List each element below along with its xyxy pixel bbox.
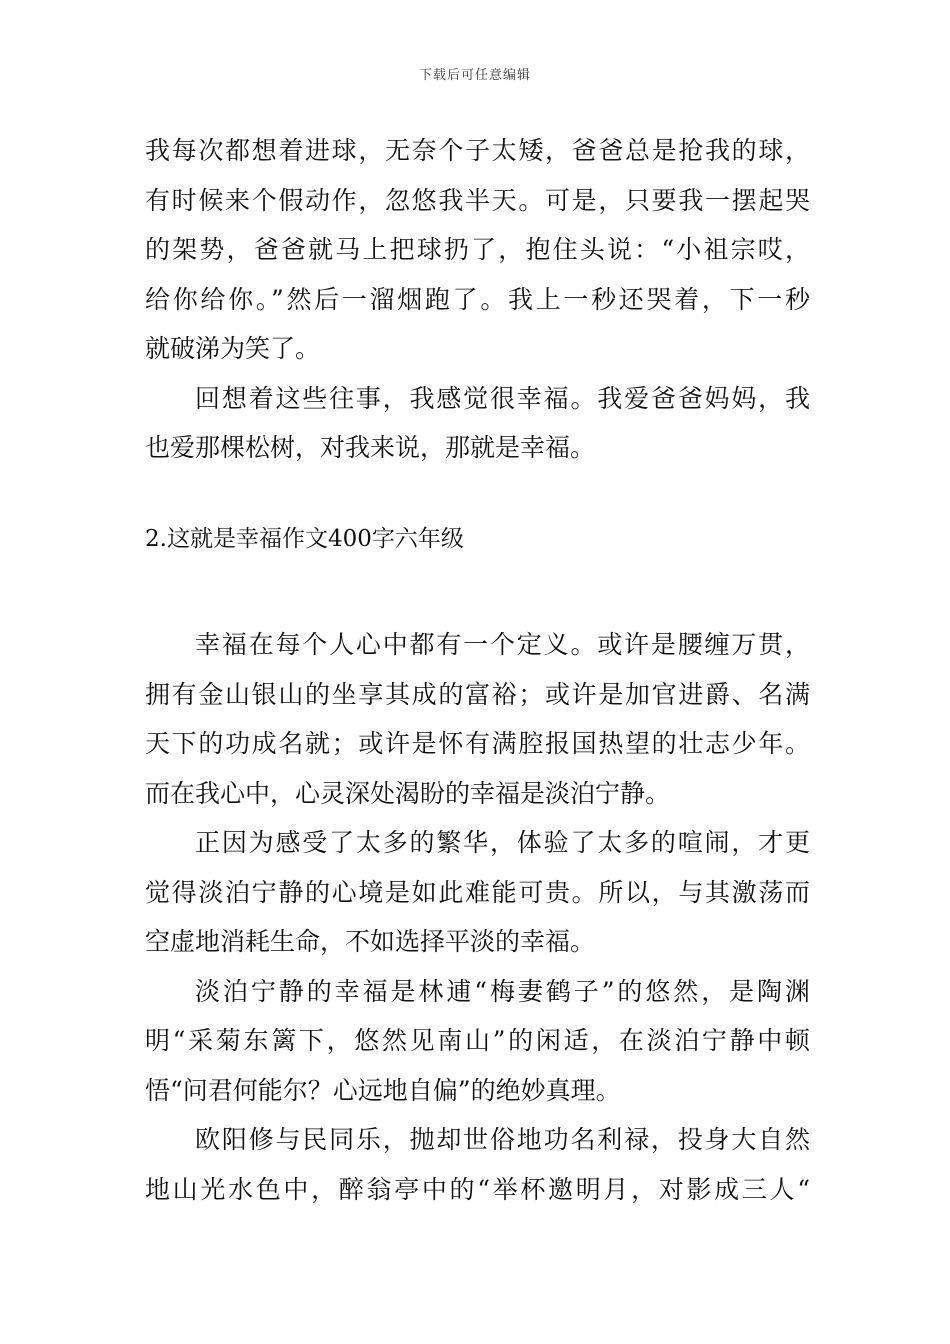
paragraph-tranquility [145, 967, 810, 1116]
text-line: 明“采菊东篱下，悠然见南山”的闲适，在淡泊宁静中顿 [145, 1026, 810, 1055]
text-line: 的架势，爸爸就马上把球扔了，抱住头说：“小祖宗哎， [145, 235, 810, 264]
paragraph-father-basketball [145, 126, 810, 374]
text-line: 也爱那棵松树，对我来说，那就是幸福。 [145, 433, 596, 462]
text-line: 而在我心中，心灵深处渴盼的幸福是淡泊宁静。 [145, 778, 671, 808]
text-line: 给你给你。”然后一溜烟跑了。我上一秒还哭着，下一秒 [145, 284, 810, 314]
text-line: 空虚地消耗生命，不如选择平淡的幸福。 [145, 927, 596, 956]
document-body [145, 126, 810, 1214]
text-line: 有时候来个假动作，忽悠我半天。可是，只要我一摆起哭 [145, 185, 810, 215]
text-line: 地山光水色中，醉翁亭中的“举杯邀明月，对影成三人“ [145, 1174, 810, 1204]
text-line: 正因为感受了太多的繁华，体验了太多的喧闹，才更 [195, 828, 810, 857]
paragraph-definition [145, 620, 810, 818]
paragraph-recall [145, 374, 810, 473]
text-line: 回想着这些往事，我感觉很幸福。我爱爸爸妈妈，我 [195, 383, 810, 413]
text-line: 天下的功成名就；或许是怀有满腔报国热望的壮志少年。 [145, 729, 810, 758]
section-heading: 2.这就是幸福作文400字六年级 [145, 525, 464, 552]
text-line: 悟“问君何能尔？心远地自偏”的绝妙真理。 [145, 1075, 621, 1105]
text-line: 淡泊宁静的幸福是林逋“梅妻鹤子”的悠然，是陶渊 [195, 976, 810, 1006]
paragraph-prosperity [145, 818, 810, 967]
paragraph-ouyangxiu [145, 1115, 810, 1214]
text-line: 我每次都想着进球，无奈个子太矮，爸爸总是抢我的球， [145, 136, 810, 165]
text-line: 欧阳修与民同乐，抛却世俗地功名利禄，投身大自然 [195, 1125, 810, 1154]
text-line: 拥有金山银山的坐享其成的富裕；或许是加官进爵、名满 [145, 679, 810, 709]
text-line: 就破涕为笑了。 [145, 334, 321, 363]
text-line: 幸福在每个人心中都有一个定义。或许是腰缠万贯， [195, 630, 810, 659]
spacer [145, 564, 810, 620]
page-header: 下载后可任意编辑 [418, 68, 531, 83]
text-line: 觉得淡泊宁静的心境是如此难能可贵。所以，与其激荡而 [145, 877, 810, 907]
